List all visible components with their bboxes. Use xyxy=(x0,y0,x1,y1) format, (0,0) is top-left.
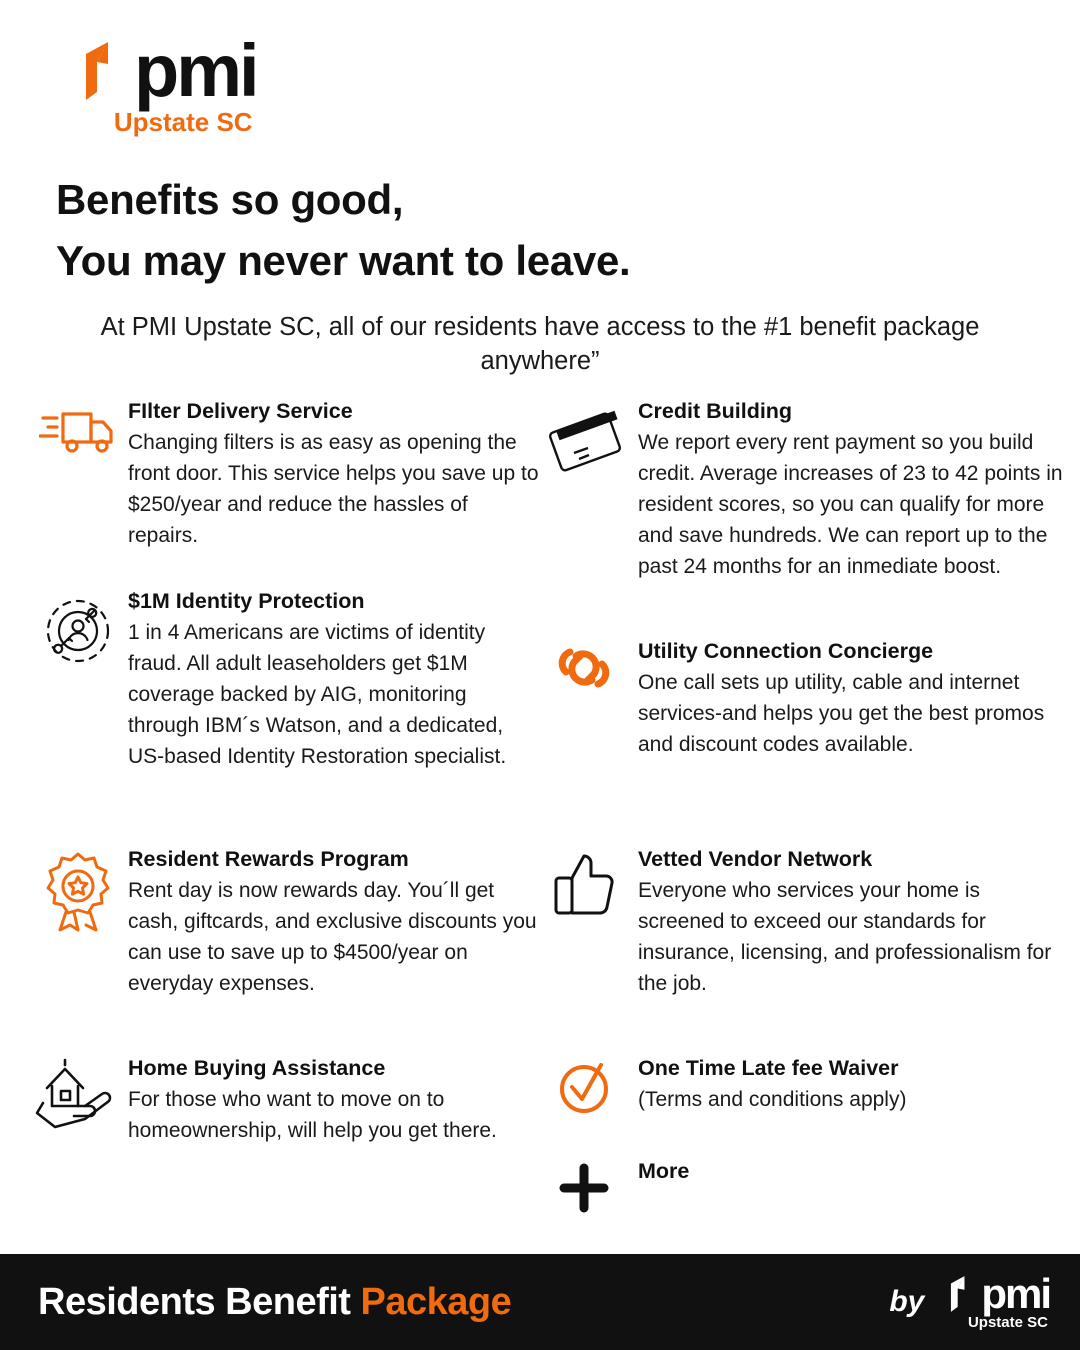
benefit-body: 1 in 4 Americans are victims of identity fraud. All adult leaseholders get $1M coverage backed by AIG, monitoring through IBM´s Watson, and a dedicated, US-based Identity Restoration specialist. xyxy=(128,620,507,768)
brand-logo-text: pmi xyxy=(134,29,257,112)
benefit-title: Credit Building xyxy=(638,399,793,423)
identity-shield-icon xyxy=(28,588,128,674)
link-chain-icon xyxy=(530,638,638,698)
benefit-title: $1M Identity Protection xyxy=(128,589,365,613)
benefit-item-vetted-vendors xyxy=(530,846,1070,999)
benefit-item-home-buying xyxy=(28,1055,540,1146)
pmi-flame-icon xyxy=(946,1274,978,1314)
footer-by-label: by xyxy=(889,1285,925,1318)
page-subtitle: At PMI Upstate SC, all of our residents have access to the #1 benefit package anywhere” xyxy=(100,313,980,376)
benefit-text xyxy=(638,846,1070,999)
footer-logo-subtext: Upstate SC xyxy=(967,1313,1048,1331)
page-title xyxy=(56,170,1016,292)
benefit-item-identity-protection xyxy=(28,588,540,772)
benefit-text xyxy=(128,588,540,772)
pmi-flame-icon xyxy=(78,40,130,102)
benefit-body: Changing filters is as easy as opening the front door. This service helps you save up to $250/year and reduce the hassles of repairs. xyxy=(128,430,539,547)
thumbs-up-icon xyxy=(530,846,638,922)
benefit-item-utility-concierge xyxy=(530,638,1070,760)
benefit-body: For those who want to move on to homeownership, will help you get there. xyxy=(128,1087,497,1142)
benefit-item-late-fee-waiver xyxy=(530,1055,1070,1121)
benefit-title: Resident Rewards Program xyxy=(128,847,409,871)
check-circle-icon xyxy=(530,1055,638,1121)
footer-title-main: Residents Benefit xyxy=(38,1280,361,1323)
headline-line-1: Benefits so good, xyxy=(56,176,404,223)
brand-logo xyxy=(78,29,257,138)
benefit-text xyxy=(638,638,1070,760)
benefit-title: One Time Late fee Waiver xyxy=(638,1056,899,1080)
benefit-body: One call sets up utility, cable and internet services-and helps you get the best promos and discount codes available. xyxy=(638,670,1045,756)
benefit-body: We report every rent payment so you build credit. Average increases of 23 to 42 points in resident scores, so you can qualify for more and save hundreds. We can report up to the past 24 months for an inmediate boost. xyxy=(638,430,1063,578)
footer-title xyxy=(38,1281,511,1324)
benefit-title: More xyxy=(638,1159,690,1183)
footer-logo-text: pmi xyxy=(981,1269,1050,1317)
benefit-title: Vetted Vendor Network xyxy=(638,847,873,871)
benefit-text xyxy=(128,1055,540,1146)
benefit-body: (Terms and conditions apply) xyxy=(638,1087,907,1111)
brand-logo-row xyxy=(78,29,257,112)
footer-brand xyxy=(889,1269,1050,1331)
house-in-hand-icon xyxy=(28,1055,128,1135)
benefit-item-filter-delivery xyxy=(28,398,540,551)
footer-logo-row xyxy=(946,1269,1050,1317)
benefit-item-more xyxy=(530,1158,1070,1218)
benefit-body: Everyone who services your home is screened to exceed our standards for insurance, licensing, and professionalism for the job. xyxy=(638,878,1052,995)
benefit-item-resident-rewards xyxy=(28,846,540,999)
benefit-text xyxy=(128,846,540,999)
benefits-grid xyxy=(0,398,1080,1258)
benefit-item-credit-building xyxy=(530,398,1070,582)
plus-icon xyxy=(530,1158,638,1218)
footer-title-accent: Package xyxy=(360,1280,512,1323)
benefit-text xyxy=(638,1055,1070,1115)
benefit-title: Utility Connection Concierge xyxy=(638,639,934,663)
brand-logo-subtext: Upstate SC xyxy=(113,106,253,137)
credit-card-icon xyxy=(530,398,638,476)
benefit-text xyxy=(638,1158,1070,1187)
award-ribbon-icon xyxy=(28,846,128,932)
footer-bar xyxy=(0,1254,1080,1350)
headline-line-2: You may never want to leave. xyxy=(56,236,631,284)
benefit-title: FIlter Delivery Service xyxy=(128,399,353,423)
benefit-title: Home Buying Assistance xyxy=(128,1056,386,1080)
benefit-text xyxy=(638,398,1070,582)
delivery-truck-icon xyxy=(28,398,128,458)
footer-logo xyxy=(946,1269,1050,1331)
benefit-text xyxy=(128,398,540,551)
benefit-body: Rent day is now rewards day. You´ll get cash, giftcards, and exclusive discounts you can use to save up to $4500/year on everyday expenses. xyxy=(128,878,537,995)
